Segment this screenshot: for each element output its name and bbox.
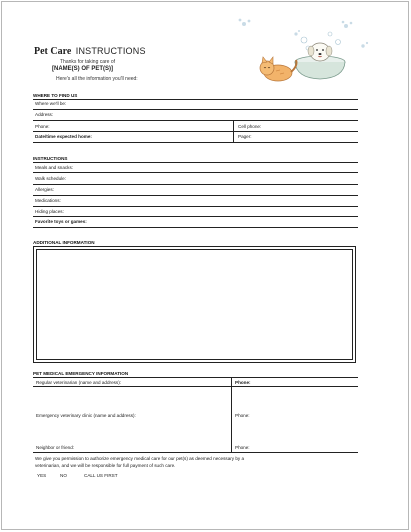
pet-names-field[interactable]: [NAME(S) OF PET(S)] — [52, 66, 113, 72]
rule — [33, 227, 358, 228]
permission-text-1: We give you permission to authorize emergency medical care for our pet(s) as deemed necessary by a — [35, 456, 245, 461]
title-rest: INSTRUCTIONS — [75, 46, 146, 56]
instruction-row-allergies[interactable]: Allergies: — [35, 187, 54, 192]
regular-vet-field[interactable]: Regular veterinarian (name and address): — [36, 380, 122, 385]
rule — [33, 377, 358, 378]
permission-text-2: veterinarian, and we will be responsible for full payment of such care. — [35, 463, 176, 468]
tub-body — [295, 62, 345, 79]
thanks-line: Thanks for taking care of — [60, 59, 116, 65]
call-us-first-option[interactable]: CALL US FIRST — [84, 473, 118, 478]
paw-print-icon — [239, 19, 368, 48]
yes-option[interactable]: YES — [37, 473, 47, 478]
title-bold: Pet Care — [34, 46, 72, 57]
neighbor-field[interactable]: Neighbor or friend: — [36, 445, 75, 450]
no-option[interactable]: NO — [60, 473, 67, 478]
where-heading: WHERE TO FIND US — [33, 93, 78, 98]
neighbor-phone-field[interactable]: Phone: — [235, 445, 250, 450]
clinic-phone-field[interactable]: Phone: — [235, 413, 250, 418]
rule — [33, 206, 358, 207]
emergency-clinic-field[interactable]: Emergency veterinary clinic (name and address): — [36, 413, 136, 418]
rule — [33, 162, 358, 163]
rule — [33, 216, 358, 217]
medical-heading: PET MEDICAL EMERGENCY INFORMATION — [33, 371, 129, 376]
date-time-field[interactable]: Date/time expected home: — [35, 134, 92, 139]
rule — [33, 120, 358, 121]
instruction-row-walk[interactable]: Walk schedule: — [35, 176, 66, 181]
rule — [33, 195, 358, 196]
rule — [33, 184, 358, 185]
instruction-row-hiding[interactable]: Hiding places: — [35, 209, 64, 214]
divider — [231, 377, 232, 452]
rule — [33, 109, 358, 110]
phone-field[interactable]: Phone: — [35, 124, 50, 129]
rule — [33, 142, 358, 143]
instruction-row-meals[interactable]: Meals and snacks: — [35, 165, 74, 170]
address-field[interactable]: Address: — [35, 112, 54, 117]
rule — [33, 452, 358, 453]
info-line: Here's all the information you'll need: — [56, 76, 138, 82]
rule — [33, 386, 358, 387]
divider — [233, 120, 234, 142]
rule — [33, 172, 358, 173]
cat-icon — [260, 57, 296, 81]
where-well-be-field[interactable]: Where we'll be: — [35, 101, 67, 106]
rule — [33, 131, 358, 132]
pet-illustration — [236, 16, 374, 88]
additional-info-box[interactable] — [33, 246, 356, 363]
pager-field[interactable]: Pager: — [238, 134, 252, 139]
instructions-heading: INSTRUCTIONS — [33, 156, 68, 161]
rule — [33, 99, 358, 100]
cell-phone-field[interactable]: Cell phone: — [238, 124, 262, 129]
instruction-row-toys[interactable]: Favorite toys or games: — [35, 219, 87, 224]
additional-heading: ADDITIONAL INFORMATION — [33, 240, 95, 245]
vet-phone-field[interactable]: Phone: — [235, 380, 251, 385]
instruction-row-medications[interactable]: Medications: — [35, 198, 61, 203]
page-title — [34, 41, 146, 59]
